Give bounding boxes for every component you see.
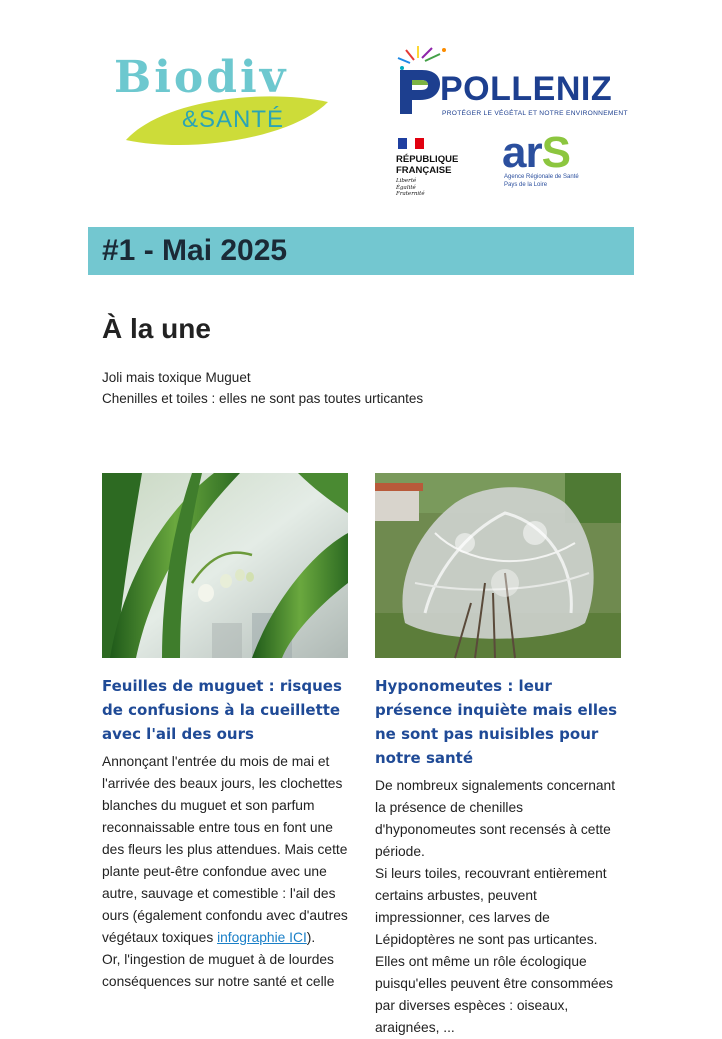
- ars-logo-letters: arS: [502, 128, 570, 177]
- article-body: De nombreux signalements concernant la présence de chenilles d'hyponomeutes sont recensés à cette période. Si leurs toiles, recouvrant entièrement certains arbustes, peuvent impressionner, ces larves de Lépidoptères ne sont pas urticantes. Elles ont même un rôle écologique puisqu'elles peuvent être consommées par diverses espèces : oiseaux, araignées, ...: [375, 778, 616, 1035]
- rf-motto: Liberté Égalité Fraternité: [396, 178, 425, 197]
- polleniz-tagline: PROTÉGER LE VÉGÉTAL ET NOTRE ENVIRONNEMENT: [442, 110, 628, 117]
- ars-logo-sub1: Agence Régionale de Santé: [504, 174, 579, 180]
- biodiv-sante-logo: [112, 52, 332, 152]
- headline-list: [102, 367, 423, 409]
- issue-title: #1 - Mai 2025: [102, 234, 288, 267]
- issue-banner: [88, 227, 634, 275]
- article-title[interactable]: Hyponomeutes : leur présence inquiète mais elles ne sont pas nuisibles pour notre santé: [375, 677, 618, 767]
- article-muguet: [102, 473, 348, 993]
- polleniz-logo: [388, 44, 628, 124]
- ars-logo: [500, 128, 610, 200]
- headline-item[interactable]: Joli mais toxique Muguet: [102, 370, 251, 385]
- biodiv-logo-sante: &SANTÉ: [182, 106, 285, 133]
- rf-line-2: FRANÇAISE: [396, 165, 452, 176]
- hyponomeutes-photo: [375, 473, 621, 658]
- muguet-photo: [102, 473, 348, 658]
- polleniz-name: POLLENIZ: [440, 70, 613, 108]
- biodiv-logo-word: Biodiv: [114, 52, 289, 103]
- ars-logo-sub2: Pays de la Loire: [504, 182, 548, 188]
- article-hyponomeutes: [375, 473, 621, 1039]
- french-flag-icon: [398, 138, 424, 149]
- headline-item[interactable]: Chenilles et toiles : elles ne sont pas toutes urticantes: [102, 391, 424, 406]
- section-title: À la une: [102, 313, 211, 344]
- article-title[interactable]: Feuilles de muguet : risques de confusions à la cueillette avec l'ail des ours: [102, 677, 342, 743]
- rf-line-1: RÉPUBLIQUE: [396, 154, 459, 165]
- infographie-link[interactable]: infographie ICI: [217, 930, 307, 945]
- article-body: Annonçant l'entrée du mois de mai et l'arrivée des beaux jours, les clochettes blanches du muguet et son parfum reconnaissable entre tous en font une des fleurs les plus attendues. Mais cette plante peut-être confondue avec une autre, sauvage et comestible : l'ail des ours (également confondu avec d'autres végétaux toxiques infographie ICI). Or, l'ingestion de muguet à de lourdes conséquences sur notre santé et celle: [102, 754, 348, 989]
- republique-francaise-logo: [396, 138, 476, 198]
